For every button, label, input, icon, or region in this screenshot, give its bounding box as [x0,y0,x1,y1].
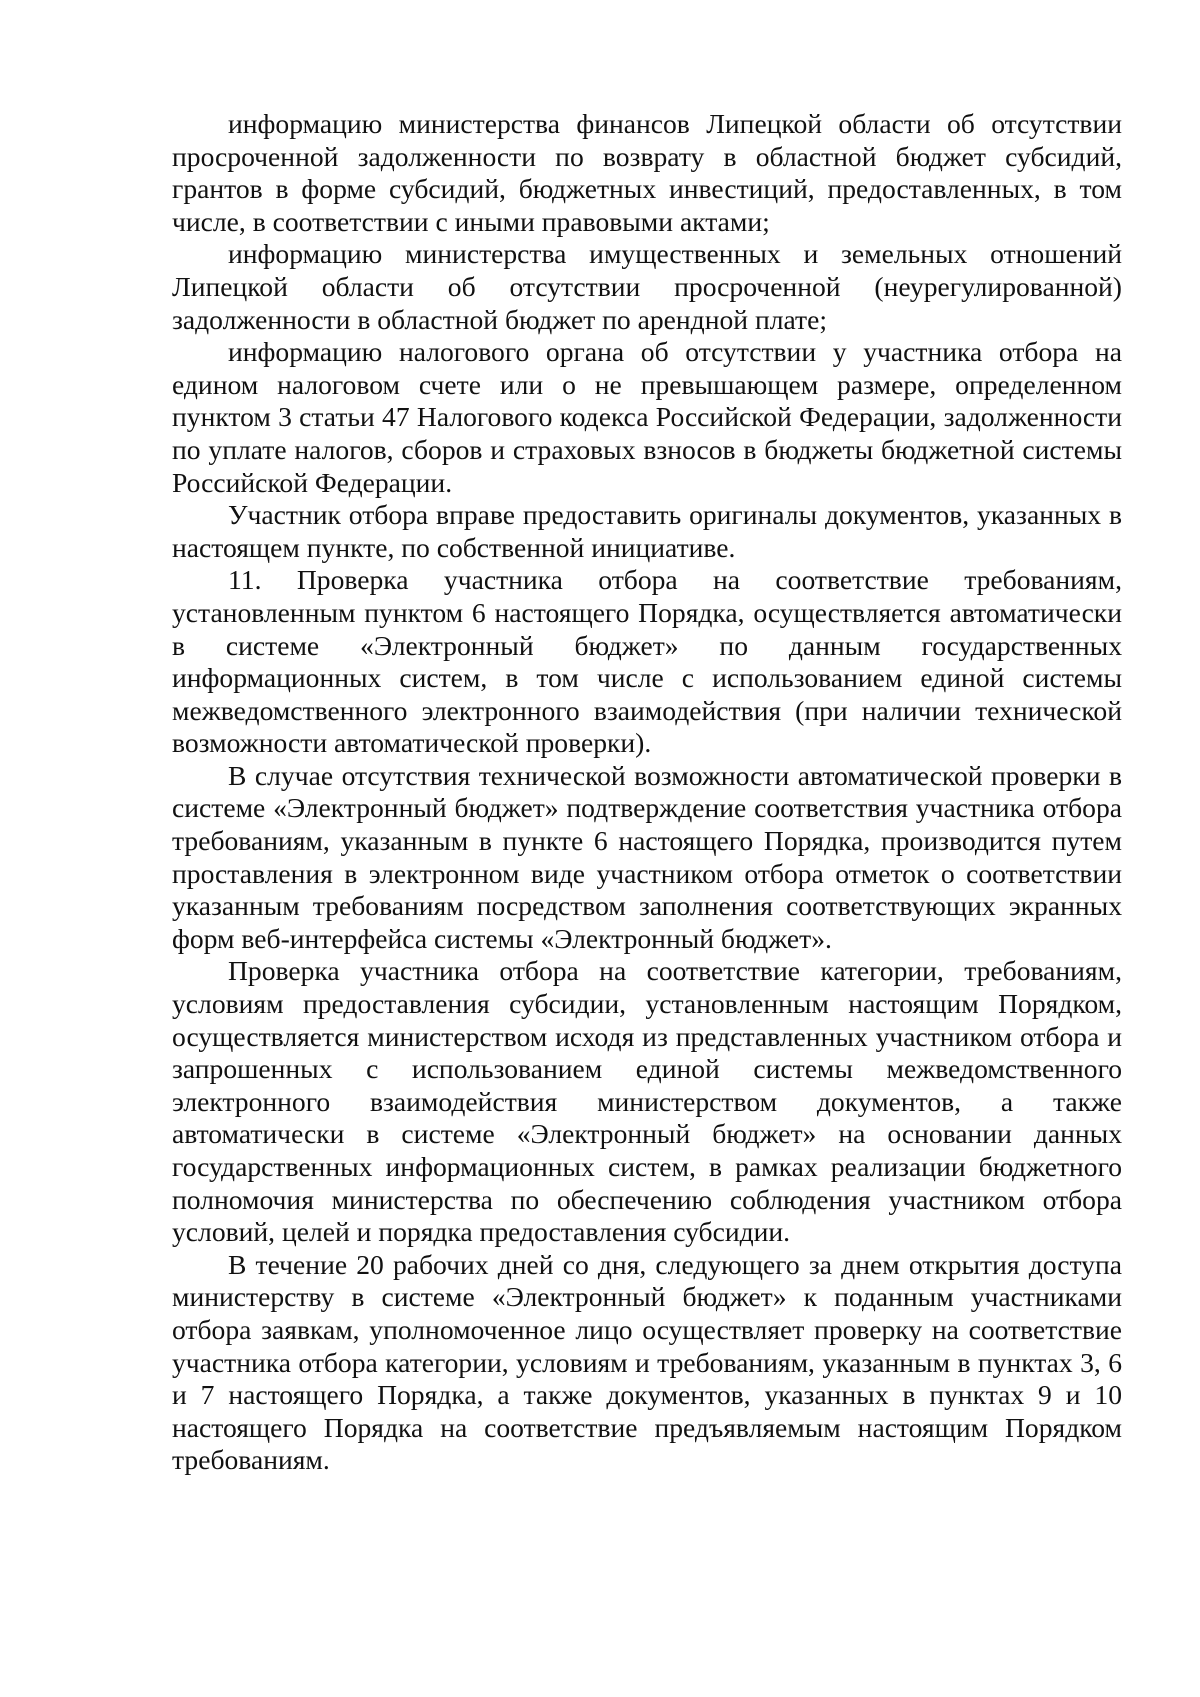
paragraph-property-ministry-info: информацию министерства имущественных и земельных отношений Липецкой области об отсутствии просроченной (неурегулированной) задолженности в областной бюджет по арендной плате; [172,238,1122,335]
paragraph-originals-right: Участник отбора вправе предоставить оригиналы документов, указанных в настоящем пункте, по собственной инициативе. [172,499,1122,563]
paragraph-manual-confirmation: В случае отсутствия технической возможности автоматической проверки в системе «Электронный бюджет» подтверждение соответствия участника отбора требованиям, указанным в пункте 6 настоящего Порядка, производится путем проставления в электронном виде участником отбора отметок о соответствии указанным требованиям посредством заполнения соответствующих экранных форм веб-интерфейса системы «Электронный бюджет». [172,759,1122,954]
paragraph-finance-ministry-info: информацию министерства финансов Липецкой области об отсутствии просроченной задолженности по возврату в областной бюджет субсидий, грантов в форме субсидий, бюджетных инвестиций, предоставленных, в том числе, в соответствии с иными правовыми актами; [172,108,1122,237]
paragraph-ministry-check: Проверка участника отбора на соответствие категории, требованиям, условиям предоставления субсидии, установленным настоящим Порядком, осуществляется министерством исходя из представленных участником отбора и запрошенных с использованием единой системы межведомственного электронного взаимодействия министерством документов, а также автоматически в системе «Электронный бюджет» на основании данных государственных информационных систем, в рамках реализации бюджетного полномочия министерства по обеспечению соблюдения участником отбора условий, целей и порядка предоставления субсидии. [172,955,1122,1248]
paragraph-20-days-check: В течение 20 рабочих дней со дня, следующего за днем открытия доступа министерству в системе «Электронный бюджет» к поданным участниками отбора заявкам, уполномоченное лицо осуществляет проверку на соответствие участника отбора категории, условиям и требованиям, указанным в пунктах 3, 6 и 7 настоящего Порядка, а также документов, указанных в пунктах 9 и 10 настоящего Порядка на соответствие предъявляемым настоящим Порядком требованиям. [172,1248,1122,1476]
document-page [172,108,1122,1477]
paragraph-tax-authority-info: информацию налогового органа об отсутствии у участника отбора на едином налоговом счете или о не превышающем размере, определенном пунктом 3 статьи 47 Налогового кодекса Российской Федерации, задолженности по уплате налогов, сборов и страховых взносов в бюджеты бюджетной системы Российской Федерации. [172,336,1122,498]
paragraph-section-11: 11. Проверка участника отбора на соответствие требованиям, установленным пунктом 6 настоящего Порядка, осуществляется автоматически в системе «Электронный бюджет» по данным государственных информационных систем, в том числе с использованием единой системы межведомственного электронного взаимодействия (при наличии технической возможности автоматической проверки). [172,564,1122,759]
